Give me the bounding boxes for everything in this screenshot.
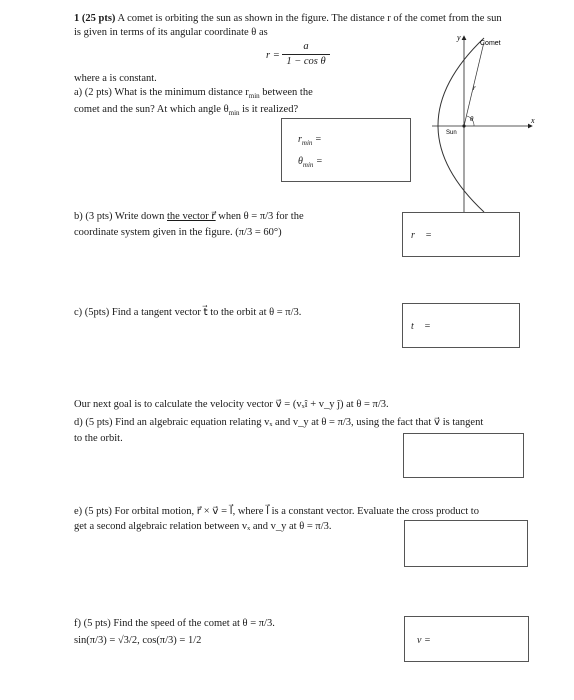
orbit-formula-fraction — [282, 40, 330, 69]
formula-denominator: 1 − cos θ — [286, 56, 326, 68]
part-f-hint: sin(π/3) = √3/2, cos(π/3) = 1/2 — [74, 635, 202, 646]
part-a-rmin-label: $r_{min}$ = — [298, 134, 322, 147]
part-a-text1-end: between the — [259, 87, 313, 98]
part-a-question-line2 — [74, 103, 298, 119]
theta-label: θ — [470, 115, 474, 123]
x-axis-label: x — [531, 116, 535, 125]
formula-lhs: r = — [266, 50, 280, 61]
part-e-question-line1: e) (5 pts) For orbital motion, r⃗ × v⃗ = l⃗, where l⃗ is a constant vector. Evaluate the cross product to — [74, 506, 479, 517]
part-c-answer-label: t⃗ = — [411, 321, 431, 332]
part-a-text2: comet and the sun? At which angle θ — [74, 104, 229, 115]
part-a-answer-box[interactable] — [281, 118, 411, 182]
part-f-question-line1: f) (5 pts) Find the speed of the comet at θ = π/3. — [74, 618, 275, 629]
formula-numerator: a — [282, 40, 330, 55]
part-a-text1: a) (2 pts) What is the minimum distance r — [74, 87, 249, 98]
part-b-answer-label: r⃗ = — [411, 230, 432, 241]
comet-label: Comet — [480, 40, 501, 47]
part-a-thetamin-label: $\theta_{min}$ = — [298, 156, 323, 169]
part-e-question-line2: get a second algebraic relation between vₓ and v_y at θ = π/3. — [74, 521, 332, 532]
part-d-question-line2: to the orbit. — [74, 433, 123, 444]
problem-intro-line2: is given in terms of its angular coordinate θ as — [74, 27, 268, 38]
part-a-sub1: min — [248, 92, 260, 101]
orbit-figure — [410, 30, 540, 215]
where-a-constant: where a is constant. — [74, 73, 157, 84]
orbit-curve — [438, 38, 484, 212]
part-d-answer-box[interactable] — [403, 433, 524, 478]
sun-dot — [462, 124, 465, 127]
part-f-answer-label: v = — [417, 635, 431, 646]
problem-intro-line1 — [74, 12, 502, 26]
velocity-goal-text: Our next goal is to calculate the velocity vector v⃗ = (vₓî + v_y ĵ) at θ = π/3. — [74, 399, 389, 410]
part-e-answer-box[interactable] — [404, 520, 528, 567]
part-b-question-line2: coordinate system given in the figure. (π/3 = 60°) — [74, 227, 282, 238]
problem-points-header: 1 (25 pts) — [74, 13, 116, 24]
part-f-answer-box[interactable] — [404, 616, 529, 662]
part-a-sub2: min — [228, 109, 240, 118]
part-c-answer-box[interactable] — [402, 303, 520, 348]
part-b-answer-box[interactable] — [402, 212, 520, 257]
problem-intro-text: A comet is orbiting the sun as shown in the figure. The distance r of the comet from the sun — [115, 13, 502, 24]
sun-label: Sun — [446, 130, 457, 136]
r-label: r — [473, 84, 476, 92]
part-a-question-line1 — [74, 86, 313, 102]
part-d-question-line1: d) (5 pts) Find an algebraic equation relating vₓ and v_y at θ = π/3, using the fact that v⃗ is tangent — [74, 417, 484, 428]
part-b-underlined-text: the vector r⃗ — [167, 211, 216, 222]
part-b-question-line1: b) (3 pts) Write down the vector r⃗ when θ = π/3 for the — [74, 211, 304, 222]
y-axis-label: y — [457, 33, 461, 42]
part-a-text2-end: is it realized? — [239, 104, 299, 115]
part-c-question: c) (5pts) Find a tangent vector t⃗ to the orbit at θ = π/3. — [74, 307, 302, 318]
